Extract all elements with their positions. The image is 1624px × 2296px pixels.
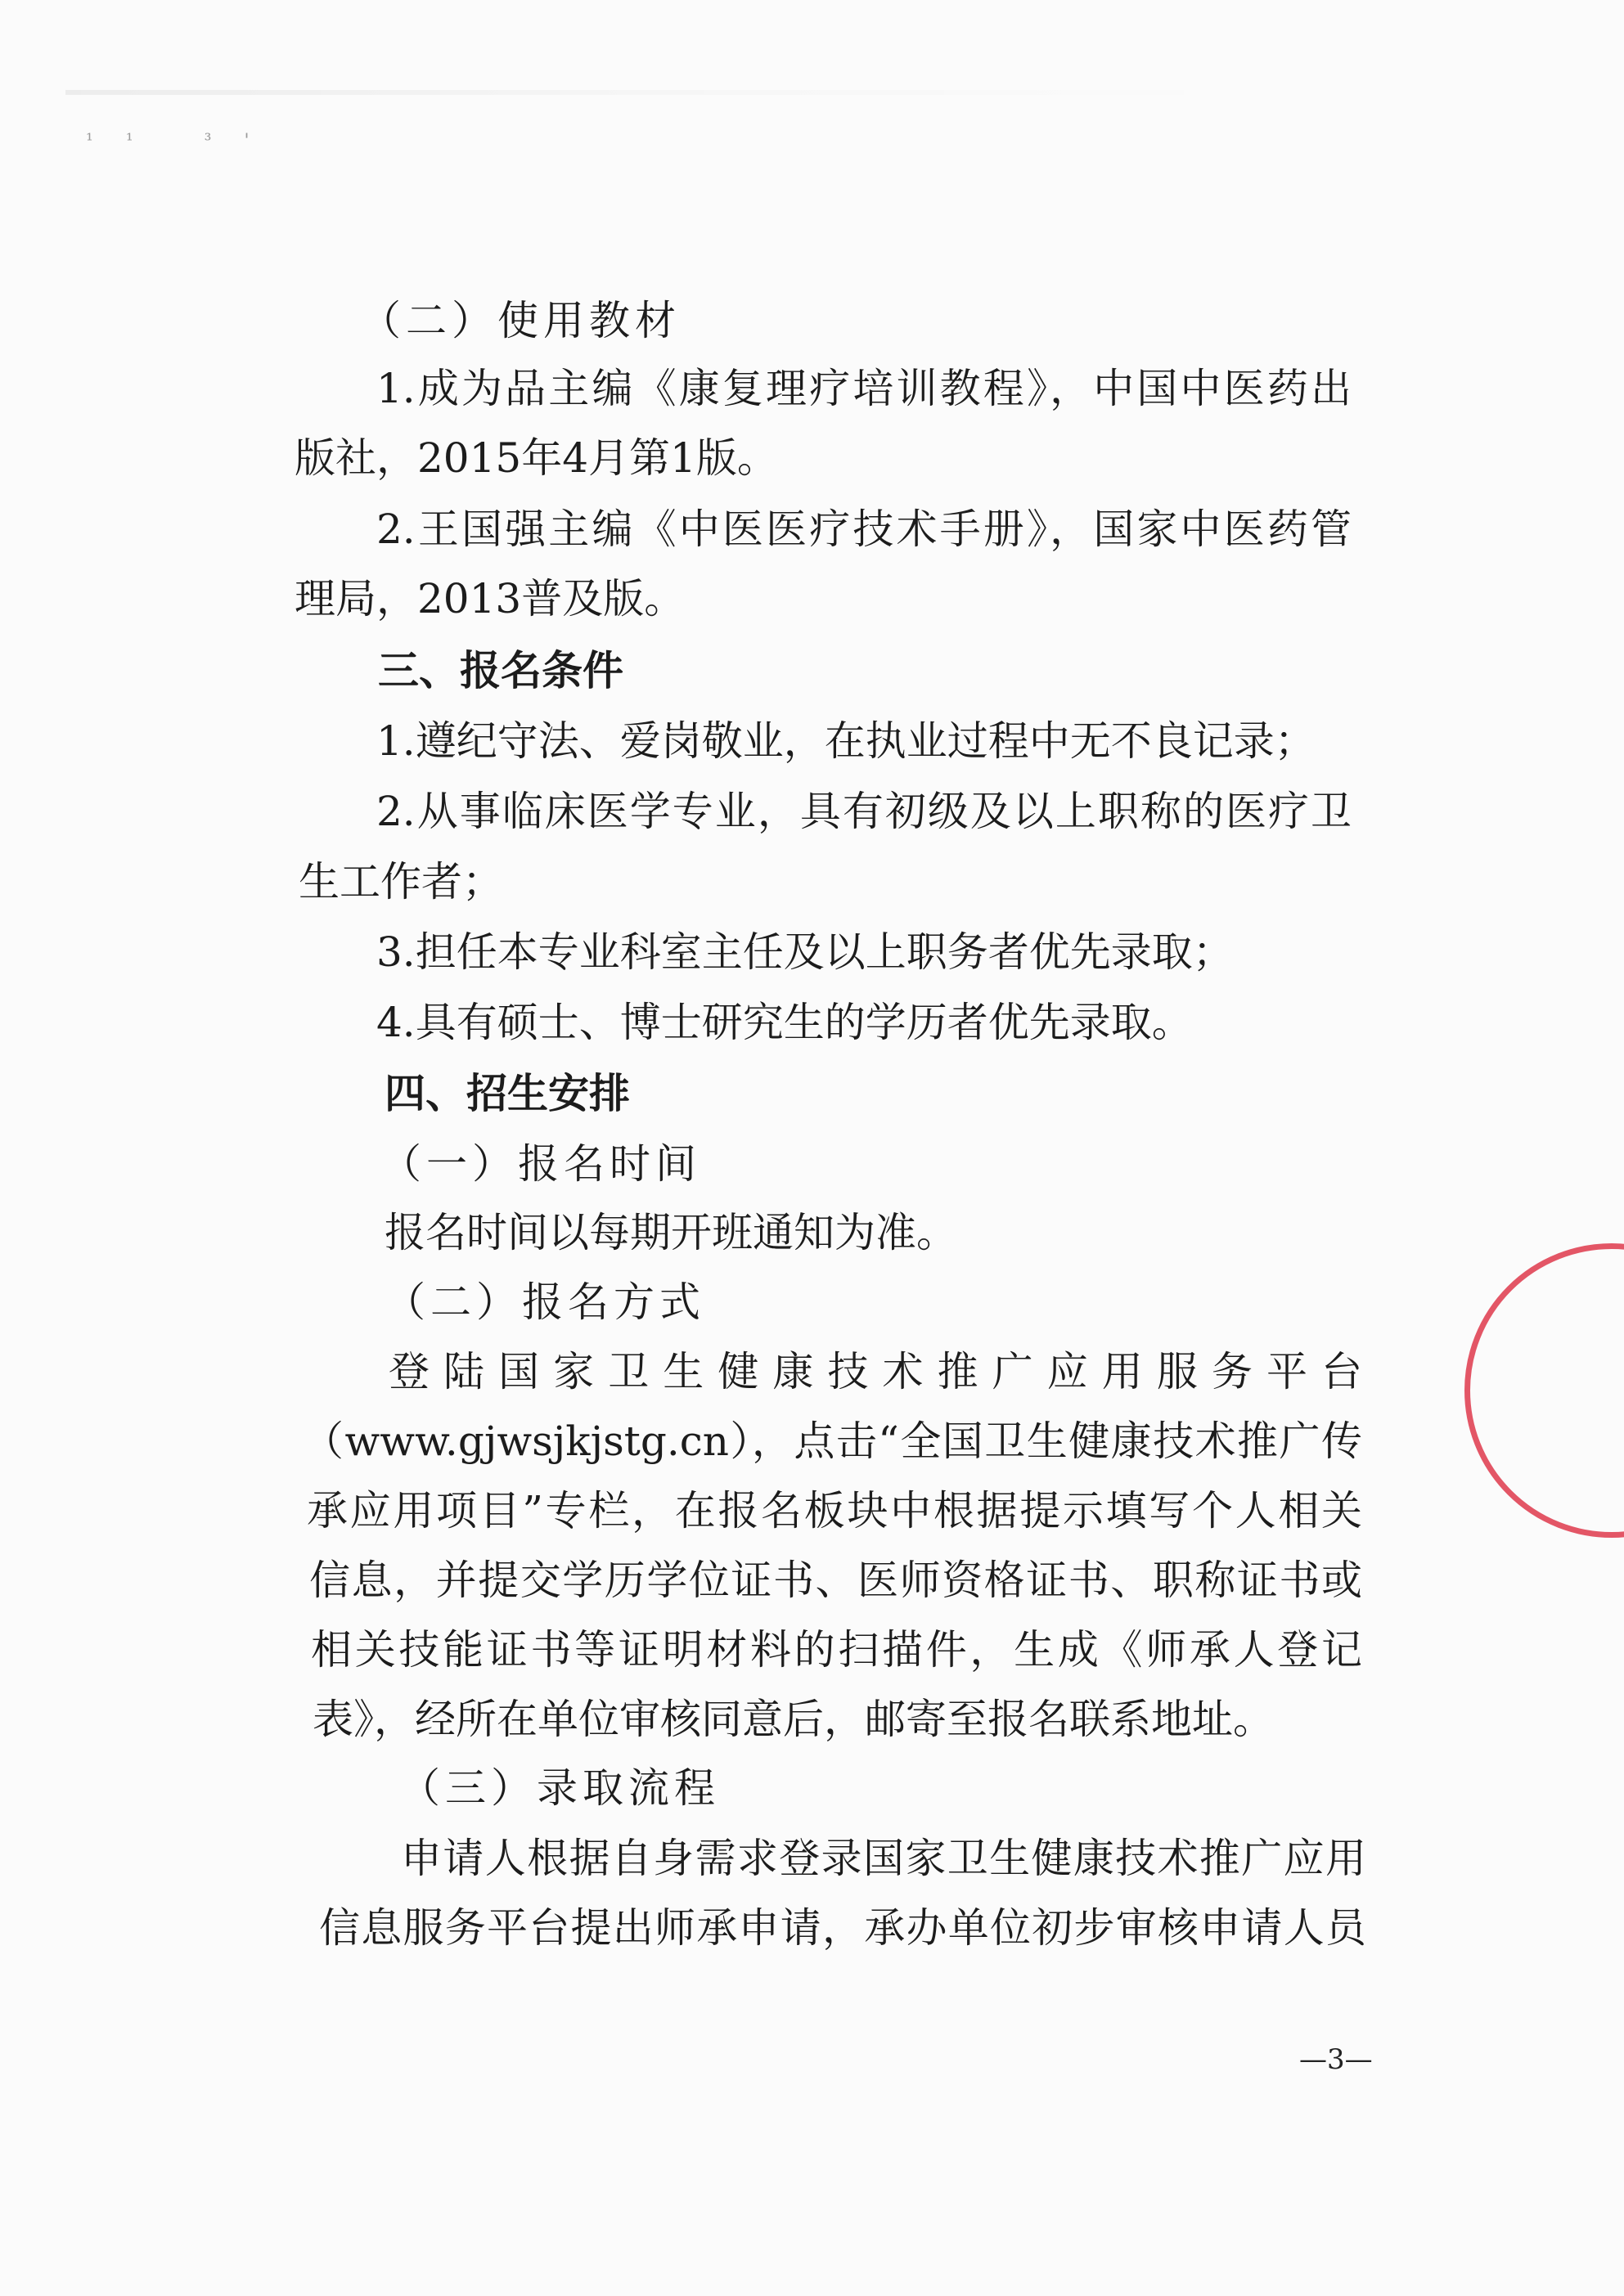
registration-method-line-1: 登陆国家卫生健康技术推广应用服务平台 (389, 1348, 1362, 1395)
condition-item-2-line-1: 2.从事临床医学专业，具有初级及以上职称的医疗卫 (376, 788, 1352, 835)
condition-item-2-line-2: 生工作者； (299, 858, 503, 905)
registration-method-line-5: 相关技能证书等证明材料的扫描件，生成《师承人登记 (311, 1626, 1362, 1674)
condition-item-3: 3.担任本专业科室主任及以上职务者优先录取； (376, 928, 1234, 976)
subheading-registration-time: （一）报名时间 (380, 1140, 701, 1188)
condition-item-4: 4.具有硕士、博士研究生的学历者优先录取。 (376, 999, 1193, 1046)
registration-time-text: 报名时间以每期开班通知为准。 (385, 1209, 957, 1256)
condition-item-1: 1.遵纪守法、爱岗敬业，在执业过程中无不良记录； (376, 717, 1316, 765)
admission-process-line-2: 信息服务平台提出师承申请，承办单位初步审核申请人员 (319, 1904, 1366, 1952)
scan-edge-shadow (65, 90, 1538, 95)
subheading-textbooks: （二）使用教材 (360, 297, 681, 344)
scan-corner-marks: ¹¹ ³' (86, 131, 282, 151)
registration-method-line-6: 表》，经所在单位审核同意后，邮寄至报名联系地址。 (313, 1696, 1274, 1743)
section-heading-enrollment-conditions: 三、报名条件 (378, 646, 623, 694)
red-official-seal (1464, 1243, 1624, 1538)
subheading-admission-process: （三）录取流程 (399, 1764, 720, 1812)
subheading-registration-method: （二）报名方式 (385, 1278, 705, 1326)
textbook-item-1-line-2: 版社，2015年4月第1版。 (295, 434, 778, 482)
textbook-item-1-line-1: 1.成为品主编《康复理疗培训教程》，中国中医药出 (376, 365, 1352, 412)
admission-process-line-1: 申请人根据自身需求登录国家卫生健康技术推广应用 (401, 1835, 1366, 1882)
section-heading-admission-arrangement: 四、招生安排 (385, 1069, 630, 1117)
textbook-item-2-line-2: 理局，2013普及版。 (295, 575, 686, 622)
registration-method-line-3: 承应用项目”专栏，在报名板块中根据提示填写个人相关 (307, 1487, 1362, 1534)
registration-method-line-4: 信息，并提交学历学位证书、医师资格证书、职称证书或 (309, 1557, 1362, 1604)
registration-method-line-2: （www.gjwsjkjstg.cn），点击“全国卫生健康技术推广传 (303, 1418, 1362, 1465)
textbook-item-2-line-1: 2.王国强主编《中医医疗技术手册》，国家中医药管 (376, 505, 1352, 553)
page-number: —3— (1299, 2043, 1373, 2076)
